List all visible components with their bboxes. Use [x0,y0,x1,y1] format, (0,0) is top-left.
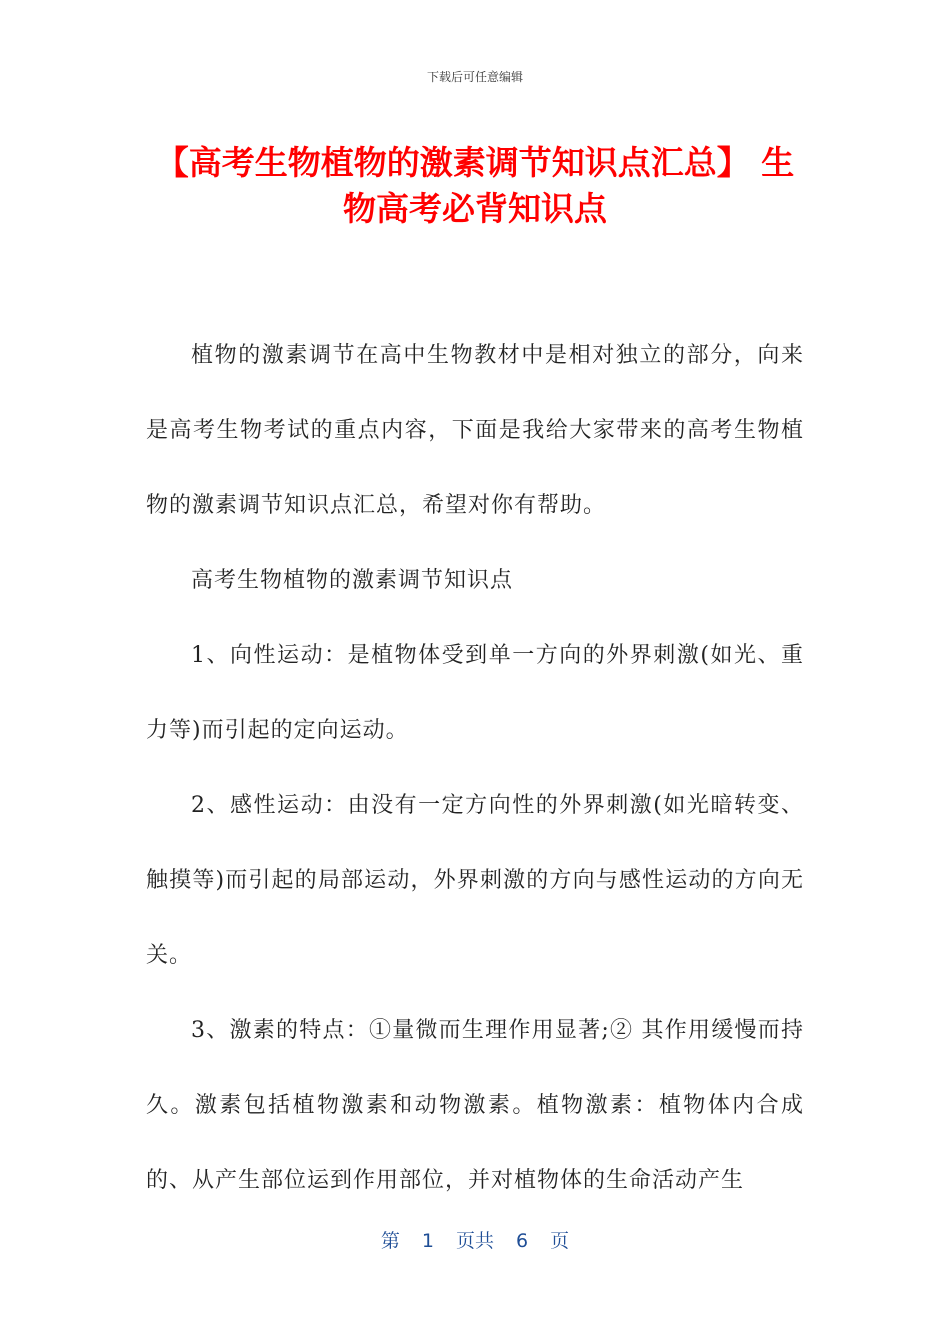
paragraph-point-1: 1、向性运动：是植物体受到单一方向的外界刺激(如光、重力等)而引起的定向运动。 [146,643,804,743]
footer-prefix: 第 [380,1230,400,1252]
paragraph-section-heading: 高考生物植物的激素调节知识点 [191,568,514,593]
document-body [146,318,804,1218]
footer-total-pages: 6 [516,1230,529,1252]
document-title: 【高考生物植物的激素调节知识点汇总】 生物高考必背知识点 [155,143,795,228]
paragraph-intro: 植物的激素调节在高中生物教材中是相对独立的部分，向来是高考生物考试的重点内容，下面是我给大家带来的高考生物植物的激素调节知识点汇总，希望对你有帮助。 [146,343,804,518]
header-note: 下载后可任意编辑 [426,70,523,84]
paragraph-point-3: 3、激素的特点：①量微而生理作用显著;② 其作用缓慢而持久。激素包括植物激素和动物激素。植物激素：植物体内合成的、从产生部位运到作用部位，并对植物体的生命活动产生 [146,1018,804,1193]
paragraph-point-2: 2、感性运动：由没有一定方向性的外界刺激(如光暗转变、触摸等)而引起的局部运动，外界刺激的方向与感性运动的方向无关。 [146,793,804,968]
footer-middle: 页共 [455,1230,494,1252]
footer-current-page: 1 [421,1230,434,1252]
footer-suffix: 页 [550,1230,570,1252]
page-footer [0,1226,950,1253]
